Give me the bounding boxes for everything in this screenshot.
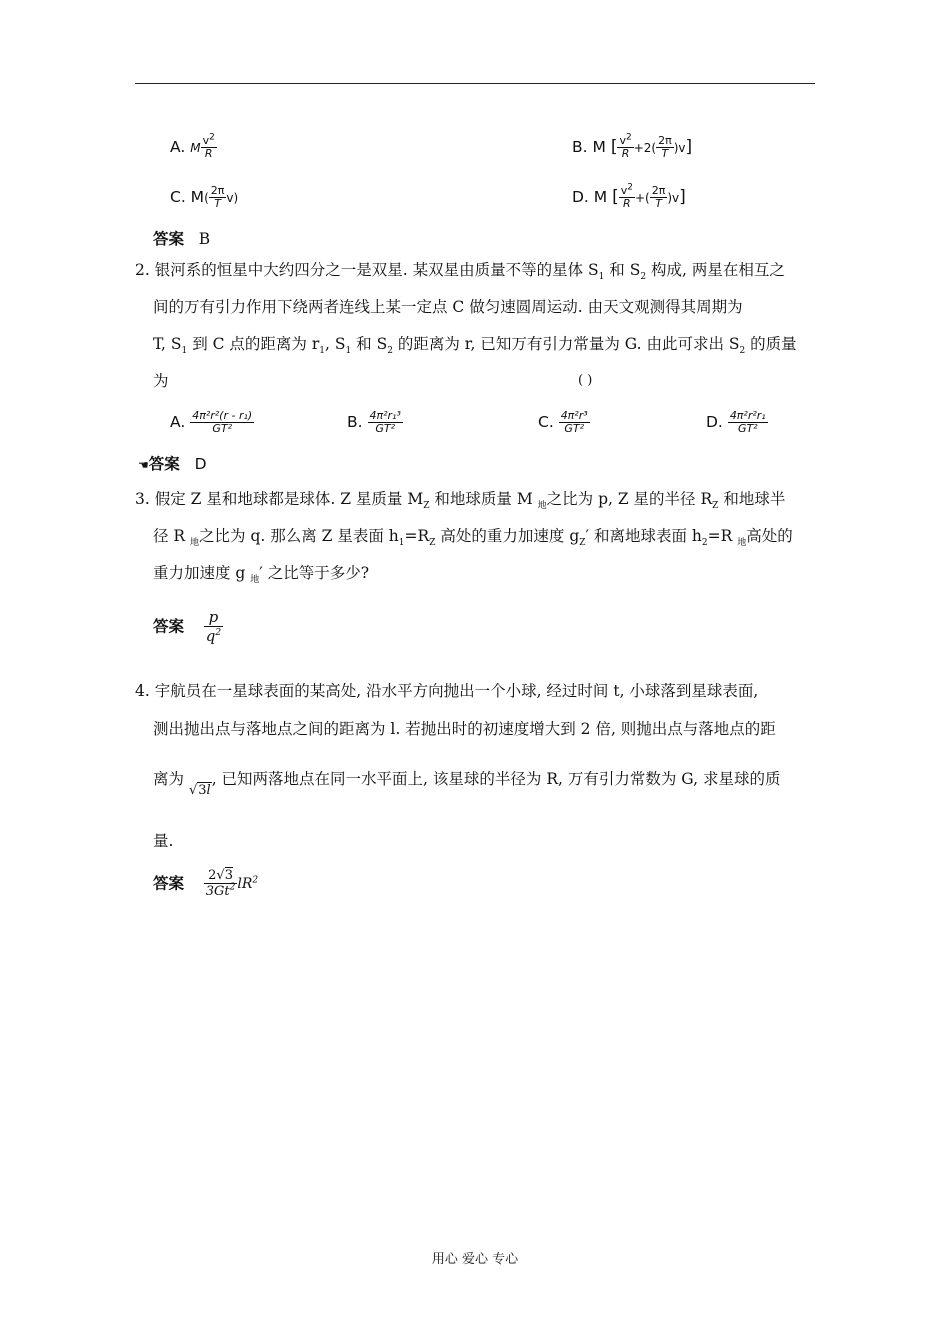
q3-line-1: 3. 假定 Z 星和地球都是球体. Z 星质量 $M_Z$ 和地球质量 M $_地$之比为 p, Z 星的半径 $R_Z$ 和地球半 <box>135 490 786 512</box>
q2-line-1: 2. 银河系的恒星中大约四分之一是双星. 某双星由质量不等的星体 $S_1$ 和 $S_2$ 构成, 两星在相互之 <box>135 261 785 283</box>
q4-line-4: 量. <box>153 832 174 850</box>
q1-option-a: A. M $\frac{v^2}{R}$ <box>170 132 215 160</box>
pointer-icon: ☚ <box>138 458 149 472</box>
q3-answer: 答案 $\frac{p}{q^2}$ <box>153 608 222 645</box>
q4-line-2: 测出抛出点与落地点之间的距离为 l. 若抛出时的初速度增大到 2 倍, 则抛出点与落地点的距 <box>153 720 776 738</box>
q4-answer: 答案 $\frac{2√3}{3Gt^2}$ $lR^2$ <box>153 868 259 899</box>
page-footer: 用心 爱心 专心 <box>431 1252 519 1267</box>
q1-option-c: C. M( $\frac{2\pi}{T}$ v) <box>170 184 239 210</box>
q2-option-d: D. $\frac{\text{4π²r²r₁}}{\text{GT²}}$ <box>706 409 766 435</box>
q3-line-3: 重力加速度 g $_地$′ 之比等于多少? <box>153 564 370 586</box>
q1-option-d: D. M [ $\frac{v^2}{R}$ +( $\frac{2\pi}{T}$ )v] <box>572 182 686 210</box>
q2-option-b: B. $\frac{\text{4π²r₁³}}{\text{GT²}}$ <box>347 409 401 435</box>
q1-answer: 答案 B <box>153 230 211 248</box>
sqrt-3l: √3l <box>188 783 211 798</box>
q3-line-2: 径 R $_地$之比为 q. 那么离 Z 星表面 $h_1=R_Z$ 高处的重力加速度 $g_Z'$ 和离地球表面 $h_2=R$ $_地$高处的 <box>153 527 793 549</box>
q2-option-a: A. $\frac{\text{4π²r²(r - r₁)}}{\text{GT²}}$ <box>170 409 253 435</box>
q2-option-c: C. $\frac{\text{4π²r³}}{\text{GT²}}$ <box>538 409 588 435</box>
q1-option-b: B. M [ $\frac{v^2}{R}$ +2( $\frac{2\pi}{T}$ )v] <box>572 132 693 160</box>
q4-line-1: 4. 宇航员在一星球表面的某高处, 沿水平方向抛出一个小球, 经过时间 t, 小球落到星球表面, <box>135 682 759 700</box>
header-rule <box>135 83 815 84</box>
q2-line-3: T, $S_1$ 到 C 点的距离为 $r_1$, $S_1$ 和 $S_2$ 的距离为 r, 已知万有引力常量为 G. 由此可求出 $S_2$ 的质量 <box>153 335 797 357</box>
q4-line-3: 离为 √3l, 已知两落地点在同一水平面上, 该星球的半径为 R, 万有引力常数为 G, 求星球的质 <box>153 768 780 792</box>
q2-line-2: 间的万有引力作用下绕两者连线上某一定点 C 做匀速圆周运动. 由天文观测得其周期为 <box>153 298 743 316</box>
q2-answer: ☚答案 D <box>138 455 207 473</box>
q2-answer-paren: ( ) <box>578 373 593 388</box>
q2-line-4: 为 <box>153 372 169 390</box>
